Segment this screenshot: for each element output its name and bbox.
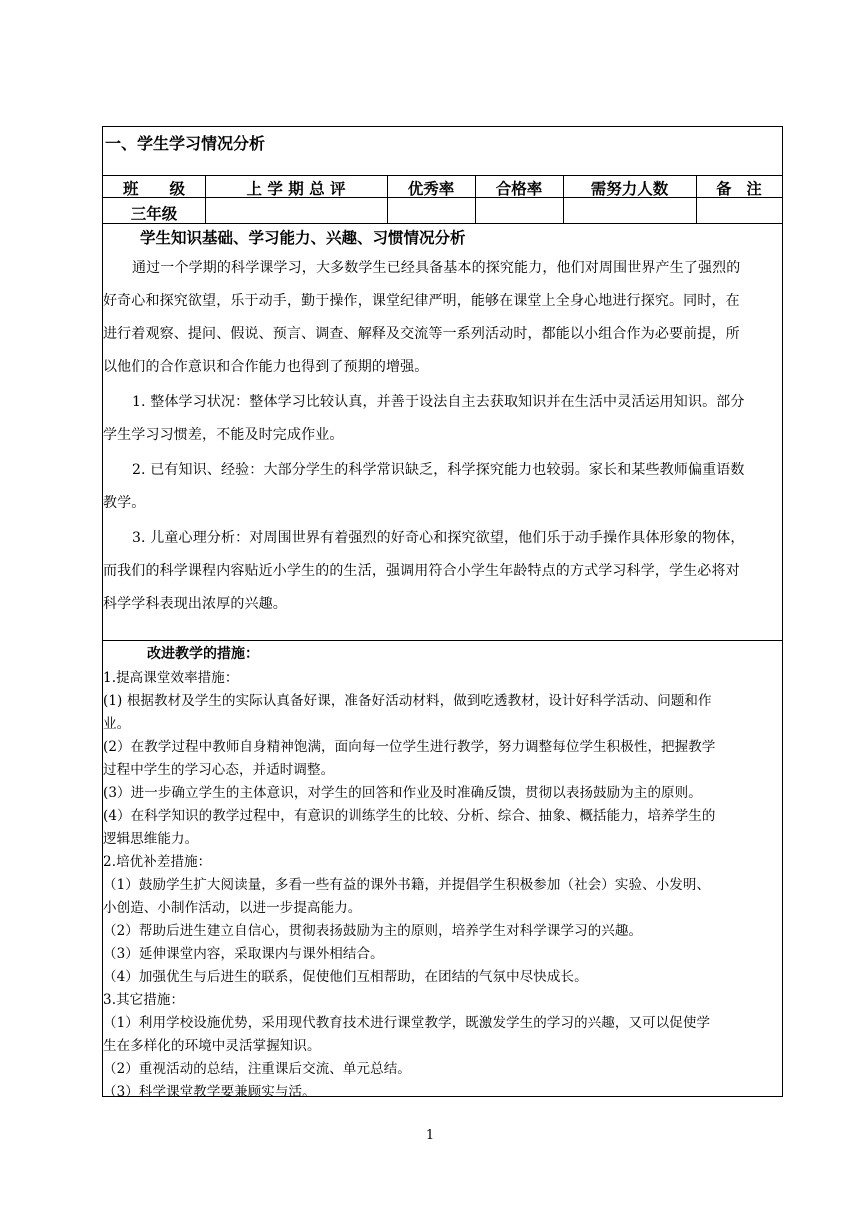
analysis-line: 通过一个学期的科学课学习，大多数学生已经具备基本的探究能力，他们对周围世界产生了强烈的 [132,260,741,276]
header-pass-rate: 合格率 [495,180,543,198]
analysis-line: 教学。 [103,495,146,511]
section-divider [103,640,782,641]
measure-line: 小创造、小制作活动，以进一步提高能力。 [103,900,362,916]
analysis-line: 而我们的科学课程内容贴近小学生的的生活，强调用符合小学生年龄特点的方式学习科学，学生必将对 [103,563,740,579]
analysis-line: 2. 已有知识、经验：大部分学生的科学常识缺乏，科学探究能力也较弱。家长和某些教师偏重语数 [132,462,745,478]
header-remarks: 备 注 [716,180,762,198]
analysis-line: 好奇心和探究欲望，乐于动手，勤于操作，课堂纪律严明，能够在课堂上全身心地进行探究。同时，在 [103,293,740,309]
measure-line: （3）科学课堂教学要兼顾实与活。 [103,1084,316,1100]
analysis-line: 进行着观察、提问、假说、预言、调查、解释及交流等一系列活动时，都能以小组合作为必要前提，所 [103,326,740,342]
analysis-line: 以他们的合作意识和合作能力也得到了预期的增强。 [103,359,429,375]
measure-line: 业。 [103,716,131,732]
header-class: 班 级 [122,180,185,198]
measure-line: 逻辑思维能力。 [103,831,199,847]
analysis-line: 科学学科表现出浓厚的兴趣。 [103,596,287,612]
measure-line: (4）在科学知识的教学过程中，有意识的训练学生的比较、分析、综合、抽象、概括能力，培养学生的 [103,808,716,824]
analysis-title: 学生知识基础、学习能力、兴趣、习惯情况分析 [140,229,466,247]
measure-line: 过程中学生的学习心态，并适时调整。 [103,762,335,778]
measure-line: （3）延伸课堂内容，采取课内与课外相结合。 [103,946,384,962]
cell-grade: 三年级 [130,205,178,223]
analysis-line: 1. 整体学习状况：整体学习比较认真，并善于设法自主去获取知识并在生活中灵活运用知识。部分 [132,394,745,410]
measure-line: （2）帮助后进生建立自信心，贯彻表扬鼓励为主的原则，培养学生对科学课学习的兴趣。 [103,923,643,939]
section-title: 一、学生学习情况分析 [105,134,266,153]
measures-title: 改进教学的措施： [147,646,259,662]
header-excellent-rate: 优秀率 [407,180,455,198]
measure-line: 2.培优补差措施： [103,854,212,870]
measure-line: 生在多样化的环境中灵活掌握知识。 [103,1038,321,1054]
header-needs-effort: 需努力人数 [590,180,669,198]
analysis-line: 学生学习习惯差，不能及时完成作业。 [103,427,344,443]
page-number: 1 [425,1128,435,1143]
header-last-term: 上 学 期 总 评 [246,180,346,198]
measure-line: (1) 根据教材及学生的实际认真备好课，准备好活动材料，做到吃透教材，设计好科学活动、问题和作 [103,693,712,709]
measure-line: （1）利用学校设施优势，采用现代教育技术进行课堂教学，既激发学生的学习的兴趣，又可以促使学 [103,1015,711,1031]
measure-line: (2）在教学过程中教师自身精神饱满，面向每一位学生进行教学，努力调整每位学生积极性，把握教学 [103,739,716,755]
measure-line: (3）进一步确立学生的主体意识，对学生的回答和作业及时准确反馈，贯彻以表扬鼓励为主的原则。 [103,785,702,801]
analysis-line: 3. 儿童心理分析：对周围世界有着强烈的好奇心和探究欲望，他们乐于动手操作具体形象的物体， [132,530,745,546]
measure-line: 1.提高课堂效率措施： [103,670,239,686]
measure-line: （1）鼓励学生扩大阅读量，多看一些有益的课外书籍，并提倡学生积极参加（社会）实验、小发明、 [103,877,711,893]
measure-line: 3.其它措施： [103,992,185,1008]
measure-line: （2）重视活动的总结，注重课后交流、单元总结。 [103,1061,411,1077]
plan-table [102,126,783,1100]
measure-line: （4）加强优生与后进生的联系，促使他们互相帮助，在团结的气氛中尽快成长。 [103,969,588,985]
